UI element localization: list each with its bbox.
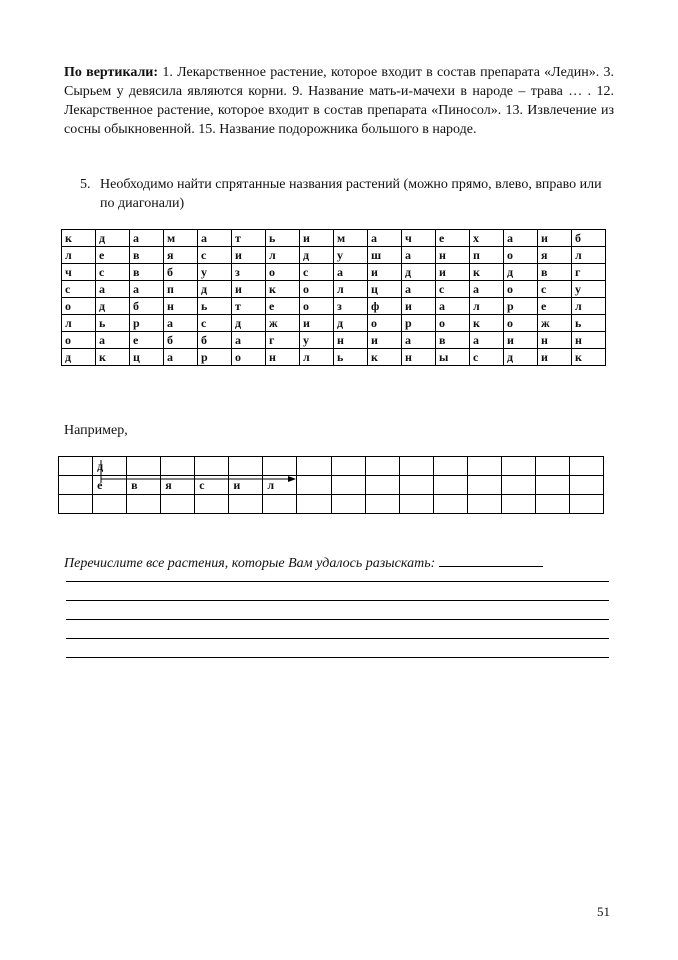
grid-cell: с — [538, 281, 572, 298]
grid-row — [62, 315, 606, 332]
example-cell — [399, 457, 433, 476]
grid-cell: д — [300, 247, 334, 264]
grid-cell: е — [96, 247, 130, 264]
example-cell — [433, 495, 467, 514]
example-cell — [297, 476, 331, 495]
grid-cell: с — [436, 281, 470, 298]
answer-line[interactable] — [66, 581, 609, 582]
grid-row — [62, 230, 606, 247]
grid-cell: ь — [266, 230, 300, 247]
grid-cell: л — [266, 247, 300, 264]
example-cell: в — [127, 476, 161, 495]
grid-cell: а — [96, 332, 130, 349]
grid-cell: р — [402, 315, 436, 332]
grid-cell: а — [164, 315, 198, 332]
grid-cell: а — [402, 332, 436, 349]
grid-row — [59, 476, 604, 495]
grid-cell: с — [96, 264, 130, 281]
answer-line[interactable] — [66, 600, 609, 601]
grid-cell: г — [572, 264, 606, 281]
grid-cell: и — [538, 230, 572, 247]
grid-cell: л — [470, 298, 504, 315]
example-cell — [229, 457, 263, 476]
grid-cell: м — [164, 230, 198, 247]
example-cell: л — [263, 476, 297, 495]
grid-cell: л — [334, 281, 368, 298]
grid-cell: н — [334, 332, 368, 349]
grid-cell: и — [368, 264, 402, 281]
grid-cell: и — [232, 247, 266, 264]
example-cell — [569, 476, 603, 495]
page-number: 51 — [597, 904, 610, 919]
grid-cell: ь — [96, 315, 130, 332]
grid-cell: л — [572, 247, 606, 264]
grid-cell: р — [504, 298, 538, 315]
grid-cell: д — [334, 315, 368, 332]
grid-cell: о — [504, 281, 538, 298]
example-cell — [127, 495, 161, 514]
example-cell — [331, 495, 365, 514]
example-cell — [467, 457, 501, 476]
grid-cell: ф — [368, 298, 402, 315]
grid-cell: н — [538, 332, 572, 349]
grid-cell: л — [300, 349, 334, 366]
grid-cell: с — [470, 349, 504, 366]
answer-prompt — [64, 552, 543, 572]
grid-cell: а — [436, 298, 470, 315]
answer-line[interactable] — [66, 657, 609, 658]
grid-cell: а — [164, 349, 198, 366]
grid-cell: к — [96, 349, 130, 366]
grid-cell: н — [164, 298, 198, 315]
grid-row — [62, 332, 606, 349]
grid-cell: в — [130, 247, 164, 264]
grid-row — [62, 298, 606, 315]
grid-cell: т — [232, 298, 266, 315]
grid-cell: а — [130, 281, 164, 298]
grid-cell: а — [402, 281, 436, 298]
grid-cell: я — [538, 247, 572, 264]
example-cell — [59, 495, 93, 514]
grid-cell: у — [572, 281, 606, 298]
grid-cell: к — [470, 264, 504, 281]
grid-cell: ш — [368, 247, 402, 264]
grid-cell: к — [62, 230, 96, 247]
grid-cell: и — [232, 281, 266, 298]
grid-cell: а — [470, 281, 504, 298]
example-cell — [365, 495, 399, 514]
example-cell — [195, 457, 229, 476]
grid-cell: н — [402, 349, 436, 366]
task-5-text: Необходимо найти спрятанные названия растений (можно прямо, влево, вправо или по диагонали) — [100, 177, 602, 211]
grid-cell: и — [300, 315, 334, 332]
example-cell — [569, 495, 603, 514]
grid-cell: д — [504, 264, 538, 281]
grid-cell: в — [538, 264, 572, 281]
answer-prompt-text: Перечислите все растения, которые Вам удалось разыскать: — [64, 556, 436, 571]
example-cell — [569, 457, 603, 476]
vertical-clues-heading: По вертикали: — [64, 65, 159, 80]
example-cell — [93, 495, 127, 514]
grid-row — [59, 495, 604, 514]
grid-cell: б — [164, 264, 198, 281]
grid-cell: з — [232, 264, 266, 281]
example-cell — [365, 476, 399, 495]
grid-cell: и — [504, 332, 538, 349]
grid-cell: ц — [368, 281, 402, 298]
grid-cell: д — [232, 315, 266, 332]
grid-cell: д — [96, 230, 130, 247]
grid-cell: а — [504, 230, 538, 247]
vertical-clues-paragraph — [64, 63, 614, 139]
grid-cell: у — [198, 264, 232, 281]
example-cell: д — [93, 457, 127, 476]
answer-line[interactable] — [66, 638, 609, 639]
grid-cell: а — [470, 332, 504, 349]
grid-cell: о — [300, 281, 334, 298]
grid-cell: ч — [62, 264, 96, 281]
grid-cell: х — [470, 230, 504, 247]
answer-line[interactable] — [66, 619, 609, 620]
grid-cell: у — [334, 247, 368, 264]
grid-cell: и — [300, 230, 334, 247]
example-cell — [501, 476, 535, 495]
example-cell: и — [229, 476, 263, 495]
grid-cell: о — [300, 298, 334, 315]
example-cell — [433, 457, 467, 476]
grid-cell: е — [266, 298, 300, 315]
grid-cell: о — [504, 315, 538, 332]
example-cell — [161, 457, 195, 476]
grid-cell: в — [130, 264, 164, 281]
answer-blank[interactable] — [439, 552, 543, 567]
task-5-number: 5. — [80, 177, 91, 192]
example-cell — [535, 495, 569, 514]
example-cell — [229, 495, 263, 514]
grid-cell: о — [504, 247, 538, 264]
grid-cell: д — [402, 264, 436, 281]
grid-cell: п — [470, 247, 504, 264]
grid-cell: е — [538, 298, 572, 315]
grid-cell: с — [300, 264, 334, 281]
grid-cell: о — [232, 349, 266, 366]
example-cell — [59, 457, 93, 476]
example-cell — [501, 457, 535, 476]
grid-row — [62, 247, 606, 264]
grid-cell: б — [130, 298, 164, 315]
grid-cell: р — [198, 349, 232, 366]
grid-cell: ц — [130, 349, 164, 366]
grid-cell: ь — [334, 349, 368, 366]
grid-cell: л — [572, 298, 606, 315]
grid-row — [59, 457, 604, 476]
grid-cell: с — [198, 247, 232, 264]
grid-cell: я — [164, 247, 198, 264]
grid-cell: д — [504, 349, 538, 366]
example-cell: е — [93, 476, 127, 495]
example-cell — [297, 495, 331, 514]
grid-cell: г — [266, 332, 300, 349]
example-cell — [263, 495, 297, 514]
grid-cell: л — [62, 315, 96, 332]
example-cell — [331, 476, 365, 495]
grid-cell: о — [368, 315, 402, 332]
grid-cell: т — [232, 230, 266, 247]
grid-cell: б — [198, 332, 232, 349]
example-cell — [467, 476, 501, 495]
grid-cell: ь — [198, 298, 232, 315]
grid-cell: а — [96, 281, 130, 298]
example-cell — [331, 457, 365, 476]
grid-cell: л — [62, 247, 96, 264]
grid-cell: а — [198, 230, 232, 247]
grid-cell: ы — [436, 349, 470, 366]
grid-cell: д — [198, 281, 232, 298]
example-cell — [297, 457, 331, 476]
word-search-grid — [61, 229, 606, 366]
grid-cell: е — [436, 230, 470, 247]
grid-cell: з — [334, 298, 368, 315]
grid-cell: ж — [538, 315, 572, 332]
grid-cell: и — [538, 349, 572, 366]
example-cell — [535, 457, 569, 476]
grid-cell: к — [266, 281, 300, 298]
grid-cell: в — [436, 332, 470, 349]
grid-cell: о — [62, 298, 96, 315]
grid-row — [62, 281, 606, 298]
grid-cell: а — [368, 230, 402, 247]
grid-cell: и — [368, 332, 402, 349]
example-cell — [59, 476, 93, 495]
grid-cell: ч — [402, 230, 436, 247]
grid-cell: к — [368, 349, 402, 366]
example-cell — [467, 495, 501, 514]
example-cell: я — [161, 476, 195, 495]
task-5 — [80, 175, 616, 211]
grid-cell: а — [402, 247, 436, 264]
grid-cell: ж — [266, 315, 300, 332]
grid-cell: ь — [572, 315, 606, 332]
grid-cell: р — [130, 315, 164, 332]
example-cell — [433, 476, 467, 495]
example-cell: с — [195, 476, 229, 495]
grid-row — [62, 264, 606, 281]
grid-cell: и — [402, 298, 436, 315]
example-cell — [263, 457, 297, 476]
grid-cell: с — [198, 315, 232, 332]
grid-cell: а — [232, 332, 266, 349]
grid-cell: б — [164, 332, 198, 349]
grid-cell: м — [334, 230, 368, 247]
example-cell — [365, 457, 399, 476]
grid-cell: о — [62, 332, 96, 349]
grid-cell: с — [62, 281, 96, 298]
grid-cell: д — [96, 298, 130, 315]
grid-cell: у — [300, 332, 334, 349]
grid-cell: о — [266, 264, 300, 281]
grid-cell: д — [62, 349, 96, 366]
grid-cell: а — [334, 264, 368, 281]
grid-row — [62, 349, 606, 366]
grid-cell: н — [572, 332, 606, 349]
grid-cell: н — [266, 349, 300, 366]
grid-cell: к — [572, 349, 606, 366]
example-cell — [399, 476, 433, 495]
example-label: Например, — [64, 423, 128, 438]
grid-cell: и — [436, 264, 470, 281]
grid-cell: о — [436, 315, 470, 332]
example-cell — [195, 495, 229, 514]
grid-cell: п — [164, 281, 198, 298]
example-cell — [127, 457, 161, 476]
example-cell — [161, 495, 195, 514]
grid-cell: к — [470, 315, 504, 332]
grid-cell: н — [436, 247, 470, 264]
grid-cell: е — [130, 332, 164, 349]
vertical-clues-text: 1. Лекарственное растение, которое входит в состав препарата «Ледин». 3. Сырьем у девясила являются корни. 9. Название мать-и-мачехи в народе – трава … . 12. Лекарственное растение, которое входит в состав препарата «Пиносол». 13. Извлечение из сосны обыкновенной. 15. Название подорожника большого в народе. — [64, 65, 614, 137]
example-cell — [501, 495, 535, 514]
example-cell — [399, 495, 433, 514]
example-grid — [58, 456, 604, 514]
grid-cell: б — [572, 230, 606, 247]
example-cell — [535, 476, 569, 495]
grid-cell: а — [130, 230, 164, 247]
